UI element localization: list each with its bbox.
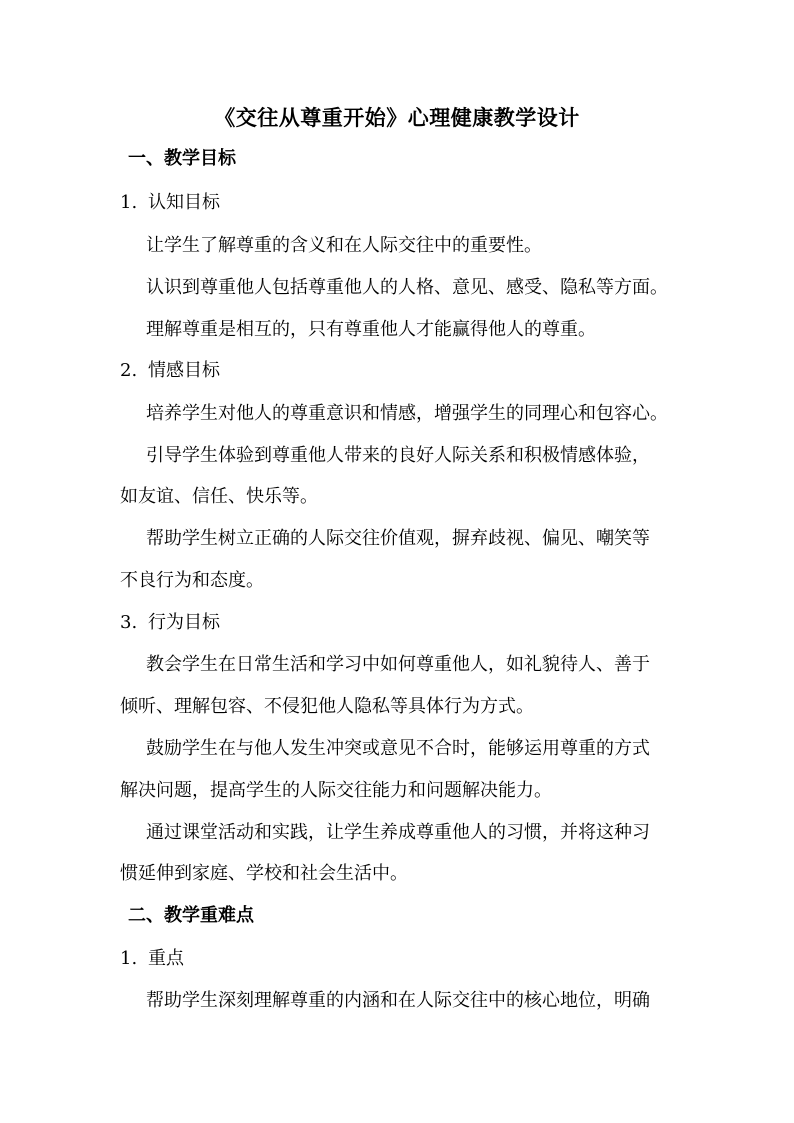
subsection-heading-behavioral [120, 610, 680, 636]
subsection-number: 1. [120, 192, 138, 213]
paragraph-line: 理解尊重是相互的，只有尊重他人才能赢得他人的尊重。 [146, 319, 596, 340]
paragraph-line: 让学生了解尊重的含义和在人际交往中的重要性。 [146, 235, 542, 256]
subsection-number: 2. [120, 360, 138, 381]
subsection-label: 认知目标 [148, 192, 220, 213]
paragraph-line: 引导学生体验到尊重他人带来的良好人际关系和积极情感体验， [146, 445, 650, 466]
subsection-number: 3. [120, 612, 138, 633]
paragraph-line: 认识到尊重他人包括尊重他人的人格、意见、感受、隐私等方面。 [146, 277, 668, 298]
paragraph-line: 如友谊、信任、快乐等。 [120, 486, 318, 507]
paragraph-line: 帮助学生树立正确的人际交往价值观，摒弃歧视、偏见、嘲笑等 [146, 528, 650, 549]
subsection-heading-cognitive [120, 190, 680, 216]
subsection-heading-key-points [120, 946, 680, 972]
paragraph-line: 教会学生在日常生活和学习中如何尊重他人，如礼貌待人、善于 [146, 654, 650, 675]
paragraph-line: 通过课堂活动和实践，让学生养成尊重他人的习惯，并将这种习 [146, 822, 650, 843]
paragraph-line: 惯延伸到家庭、学校和社会生活中。 [120, 863, 408, 884]
section-heading-key-difficult-points: 二、教学重难点 [128, 905, 254, 926]
section-heading-teaching-goals: 一、教学目标 [128, 148, 236, 169]
subsection-heading-emotional [120, 358, 680, 384]
subsection-label: 重点 [148, 948, 184, 969]
paragraph-line: 帮助学生深刻理解尊重的内涵和在人际交往中的核心地位，明确 [146, 990, 650, 1011]
subsection-label: 情感目标 [148, 360, 220, 381]
subsection-label: 行为目标 [148, 612, 220, 633]
paragraph-line: 培养学生对他人的尊重意识和情感，增强学生的同理心和包容心。 [146, 403, 668, 424]
subsection-number: 1. [120, 948, 138, 969]
paragraph-line: 倾听、理解包容、不侵犯他人隐私等具体行为方式。 [120, 696, 534, 717]
paragraph-line: 鼓励学生在与他人发生冲突或意见不合时，能够运用尊重的方式 [146, 738, 650, 759]
paragraph-line: 解决问题，提高学生的人际交往能力和问题解决能力。 [120, 780, 552, 801]
paragraph-line: 不良行为和态度。 [120, 570, 264, 591]
document-title: 《交往从尊重开始》心理健康教学设计 [214, 105, 580, 130]
